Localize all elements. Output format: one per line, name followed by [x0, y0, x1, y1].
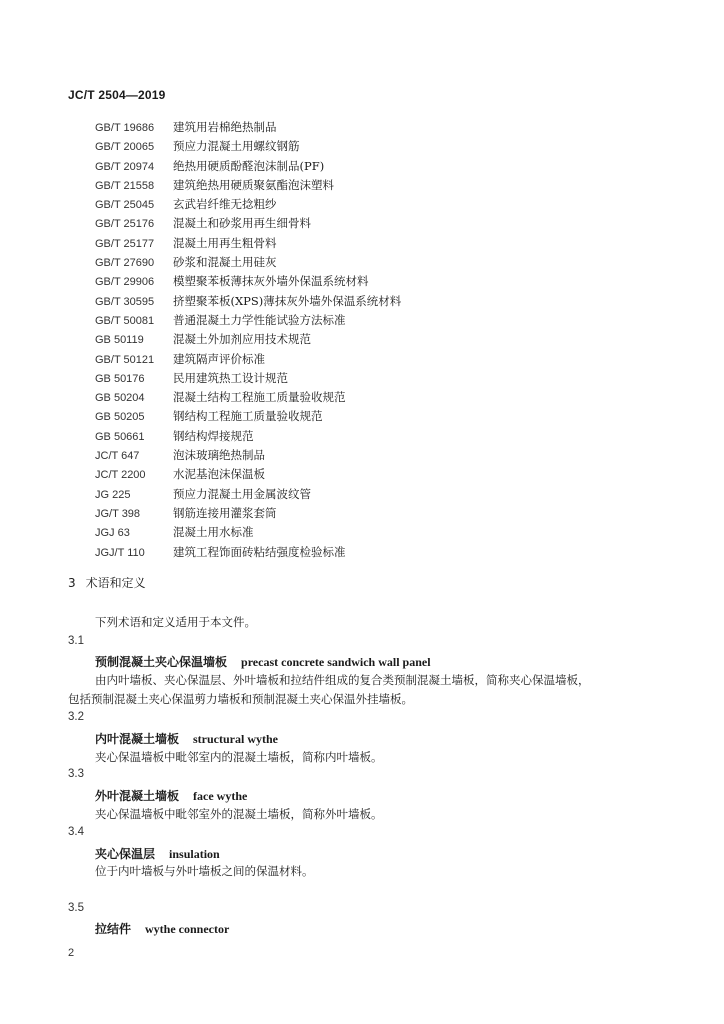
term-definition-line: 夹心保温墙板中毗邻室内的混凝土墙板，简称内叶墙板。 [95, 750, 383, 764]
reference-code: GB/T 27690 [95, 257, 155, 270]
reference-code: JG/T 398 [95, 507, 141, 520]
term-en: precast concrete sandwich wall panel [241, 655, 431, 669]
term-definition-line: 由内叶墙板、夹心保温层、外叶墙板和拉结件组成的复合类预制混凝土墙板，简称夹心保温墙板， [95, 673, 590, 687]
term-definition-line: 包括预制混凝土夹心保温剪力墙板和预制混凝土夹心保温外挂墙板。 [68, 692, 413, 706]
term-zh: 拉结件 [95, 922, 132, 936]
term-en: structural wythe [193, 732, 278, 746]
term-zh: 外叶混凝土墙板 [95, 789, 180, 803]
reference-title: 混凝土用再生粗骨料 [173, 235, 277, 250]
reference-code: GB 50176 [95, 372, 145, 385]
reference-item [95, 350, 401, 369]
reference-title: 绝热用硬质酚醛泡沫制品(PF) [173, 158, 325, 173]
term-number: 3.5 [68, 902, 84, 914]
term-en: wythe connector [145, 922, 230, 936]
reference-item [95, 157, 401, 176]
reference-item [95, 195, 401, 214]
reference-title: 建筑工程饰面砖粘结强度检验标准 [173, 544, 346, 559]
reference-code: GB 50204 [95, 392, 145, 405]
reference-item [95, 234, 401, 253]
reference-code: GB 50205 [95, 411, 145, 424]
reference-title: 混凝土外加剂应用技术规范 [173, 332, 311, 347]
reference-title: 水泥基泡沫保温板 [173, 467, 265, 482]
reference-item [95, 523, 401, 542]
reference-code: GB/T 20974 [95, 160, 155, 173]
reference-item [95, 176, 401, 195]
reference-title: 混凝土和砂浆用再生细骨料 [173, 216, 311, 231]
reference-title: 砂浆和混凝土用硅灰 [173, 255, 277, 270]
term-heading [95, 730, 278, 747]
reference-code: GB/T 25045 [95, 199, 155, 212]
reference-title: 泡沫玻璃绝热制品 [173, 448, 265, 463]
reference-title: 钢筋连接用灌浆套筒 [173, 505, 277, 520]
term-heading [95, 787, 247, 804]
reference-title: 玄武岩纤维无捻粗纱 [173, 197, 277, 212]
reference-item [95, 485, 401, 504]
term-number: 3.3 [68, 768, 84, 780]
reference-item [95, 330, 401, 349]
reference-title: 钢结构工程施工质量验收规范 [173, 409, 323, 424]
section-title: 术语和定义 [85, 576, 146, 590]
reference-code: GB/T 29906 [95, 276, 155, 289]
term-number: 3.4 [68, 826, 84, 838]
reference-code: GB/T 25176 [95, 218, 155, 231]
term-heading [95, 845, 220, 862]
reference-title: 预应力混凝土用金属波纹管 [173, 486, 311, 501]
reference-code: GB/T 21558 [95, 179, 155, 192]
term-number: 3.1 [68, 635, 84, 647]
standard-number-header: JC/T 2504—2019 [68, 88, 166, 102]
reference-code: GB/T 19686 [95, 122, 155, 134]
term-number: 3.2 [68, 711, 84, 723]
reference-title: 挤塑聚苯板(XPS)薄抹灰外墙外保温系统材料 [173, 293, 402, 308]
reference-item [95, 214, 401, 233]
reference-title: 民用建筑热工设计规范 [173, 370, 288, 385]
reference-item [95, 543, 401, 562]
reference-title: 预应力混凝土用螺纹钢筋 [173, 139, 300, 154]
reference-item [95, 369, 401, 388]
reference-item [95, 253, 401, 272]
reference-title: 钢结构焊接规范 [173, 428, 254, 443]
reference-title: 建筑绝热用硬质聚氨酯泡沫塑料 [173, 177, 334, 192]
reference-item [95, 407, 401, 426]
reference-item [95, 272, 401, 291]
reference-item [95, 118, 401, 137]
reference-item [95, 446, 401, 465]
reference-code: GB/T 25177 [95, 237, 155, 250]
reference-title: 建筑隔声评价标准 [173, 351, 265, 366]
reference-title: 建筑用岩棉绝热制品 [173, 120, 277, 134]
reference-item [95, 311, 401, 330]
reference-item [95, 465, 401, 484]
reference-title: 混凝土用水标准 [173, 525, 254, 540]
page-number: 2 [68, 947, 75, 959]
term-zh: 夹心保温层 [95, 847, 156, 861]
reference-code: GB/T 20065 [95, 141, 155, 154]
reference-item [95, 292, 401, 311]
reference-title: 普通混凝土力学性能试验方法标准 [173, 312, 346, 327]
reference-code: GB/T 50121 [95, 353, 155, 366]
term-en: face wythe [193, 789, 248, 803]
reference-item [95, 504, 401, 523]
reference-code: GB/T 50081 [95, 314, 155, 327]
reference-code: JC/T 647 [95, 450, 140, 463]
normative-references-list [95, 118, 401, 562]
reference-code: GB 50119 [95, 334, 144, 347]
term-zh: 预制混凝土夹心保温墙板 [95, 655, 228, 669]
reference-code: JGJ/T 110 [95, 546, 145, 559]
section-number: 3 [68, 576, 76, 590]
term-definition-line: 位于内叶墙板与外叶墙板之间的保温材料。 [95, 864, 314, 878]
reference-item [95, 137, 401, 156]
reference-code: GB 50661 [95, 430, 145, 443]
term-zh: 内叶混凝土墙板 [95, 732, 180, 746]
reference-code: JGJ 63 [95, 527, 130, 540]
term-en: insulation [169, 847, 220, 861]
term-heading [95, 653, 431, 670]
reference-code: JG 225 [95, 488, 131, 501]
reference-title: 混凝土结构工程施工质量验收规范 [173, 390, 346, 405]
term-definition-line: 夹心保温墙板中毗邻室外的混凝土墙板，简称外叶墙板。 [95, 807, 383, 821]
reference-title: 模塑聚苯板薄抹灰外墙外保温系统材料 [173, 274, 369, 289]
reference-code: GB/T 30595 [95, 295, 155, 308]
section-intro: 下列术语和定义适用于本文件。 [95, 615, 256, 629]
reference-item [95, 388, 401, 407]
section-heading [68, 574, 146, 591]
reference-item [95, 427, 401, 446]
reference-code: JC/T 2200 [95, 469, 146, 482]
term-heading [95, 920, 229, 937]
